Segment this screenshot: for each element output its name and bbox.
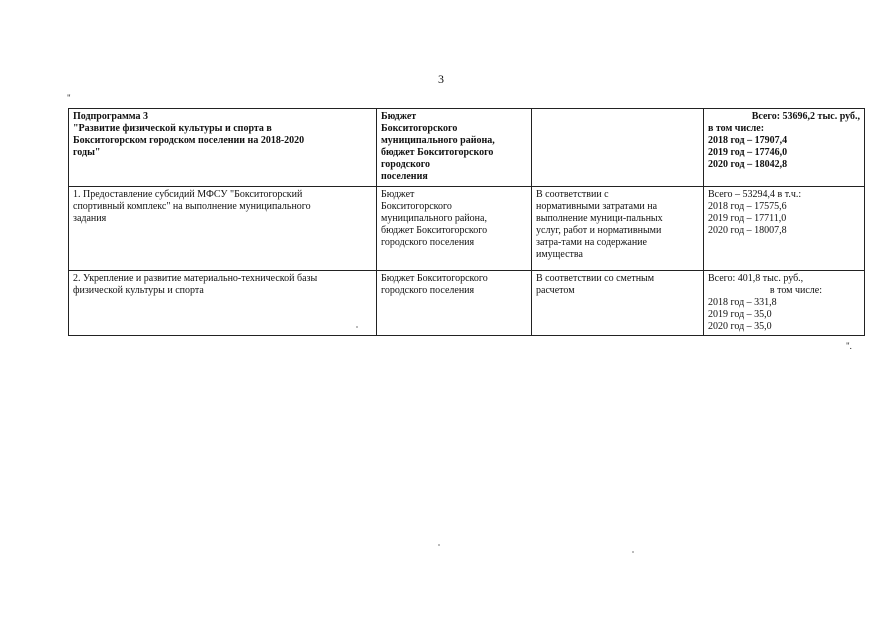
text-line: Бюджет Бокситогорского (381, 273, 488, 284)
text-line: 2018 год – 331,8 (708, 297, 777, 308)
text-line: нормативными затратами на (536, 201, 658, 212)
amount-cell (704, 271, 865, 336)
text-line: 2018 год – 17575,6 (708, 201, 787, 212)
text-line: услуг, работ и нормативными (536, 225, 662, 236)
calculation-basis-cell (532, 109, 704, 187)
text-line: 1. Предоставление субсидий МФСУ "Бокситогорский (73, 189, 303, 200)
text-line: в том числе: (708, 123, 765, 134)
text-line: бюджет Бокситогорского (381, 225, 488, 236)
text-line: бюджет Бокситогорского (381, 147, 494, 158)
activity-title-cell (69, 187, 377, 271)
amount-cell (704, 187, 865, 271)
text-line: расчетом (536, 285, 575, 296)
text-line: 2020 год – 18007,8 (708, 225, 787, 236)
closing-quote-mark: ". (846, 341, 852, 351)
text-line: задания (73, 213, 107, 224)
text-line: Бокситогорского (381, 123, 458, 134)
text-line: Подпрограмма 3 (73, 111, 149, 122)
text-line: городского (381, 159, 430, 170)
text-line: "Развитие физической культуры и спорта в (73, 123, 272, 134)
text-line: городского поселения (381, 285, 475, 296)
text-line: 2019 год – 17746,0 (708, 147, 788, 158)
text-line: годы" (73, 147, 101, 158)
scan-speck (356, 326, 358, 328)
text-line: Бюджет (381, 111, 417, 122)
text-line: Бюджет (381, 189, 415, 200)
text-line: муниципального района, (381, 213, 487, 224)
text-line: поселения (381, 171, 428, 182)
calculation-basis-cell (532, 271, 704, 336)
text-line: 2020 год – 35,0 (708, 321, 772, 332)
text-line: Всего – 53294,4 в т.ч.: (708, 189, 802, 200)
text-line: затра-тами на содержание (536, 237, 647, 248)
text-line: 2019 год – 17711,0 (708, 213, 787, 224)
text-line: Всего: 401,8 тыс. руб., (708, 273, 804, 284)
text-line: выполнение муници-пальных (536, 213, 663, 224)
text-line: Бокситогорском городском поселении на 2018-2020 (73, 135, 305, 146)
text-line: В соответствии с (536, 189, 609, 200)
text-line: В соответствии со сметным (536, 273, 655, 284)
subprogram-title-cell (69, 109, 377, 187)
text-line: физической культуры и спорта (73, 285, 204, 296)
page-number: 3 (438, 72, 444, 86)
activity-title-cell (69, 271, 377, 336)
amount-cell (704, 109, 865, 187)
subprogram-budget-table (68, 108, 865, 336)
scan-speck (438, 544, 440, 546)
table-row-subprogram-3 (69, 109, 865, 187)
calculation-basis-cell (532, 187, 704, 271)
opening-quote-mark: " (67, 93, 71, 103)
funding-source-cell (377, 109, 532, 187)
scan-speck (632, 551, 634, 553)
text-line: 2019 год – 35,0 (708, 309, 772, 320)
text-line: муниципального района, (381, 135, 495, 146)
text-line: 2020 год – 18042,8 (708, 159, 788, 170)
text-line: Всего: 53696,2 тыс. руб., (751, 111, 860, 122)
text-line: 2018 год – 17907,4 (708, 135, 788, 146)
funding-source-cell (377, 271, 532, 336)
text-line: в том числе: (769, 285, 822, 296)
table-row-activity-2 (69, 271, 865, 336)
text-line: имущества (536, 249, 583, 260)
text-line: городского поселения (381, 237, 475, 248)
table-row-activity-1 (69, 187, 865, 271)
text-line: 2. Укрепление и развитие материально-технической базы (73, 273, 318, 284)
funding-source-cell (377, 187, 532, 271)
text-line: спортивный комплекс" на выполнение муниципального (73, 201, 311, 212)
text-line: Бокситогорского (381, 201, 452, 212)
